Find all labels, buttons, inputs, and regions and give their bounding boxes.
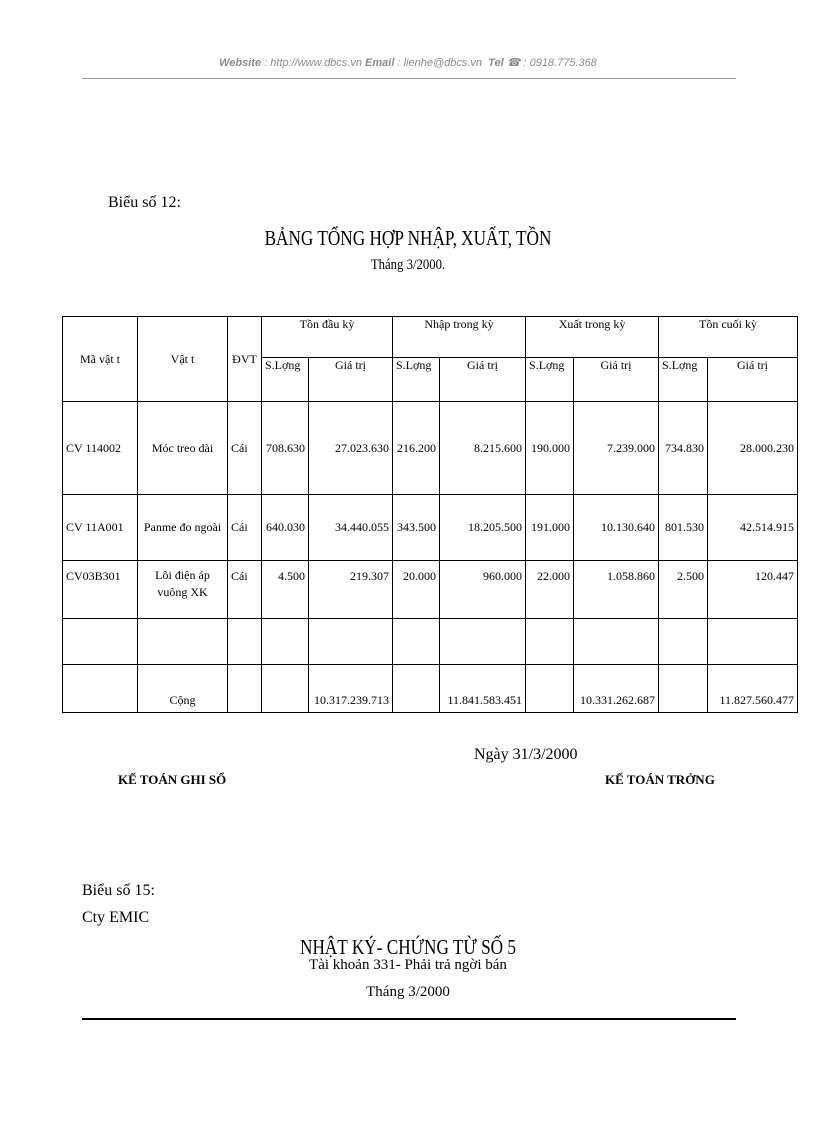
cell-opening-value: 219.307 bbox=[309, 561, 393, 619]
header-closing: Tồn cuối kỳ bbox=[659, 317, 798, 358]
header-value: Giá trị bbox=[440, 358, 526, 402]
cell-export-qty: 191.000 bbox=[526, 495, 574, 561]
cell-closing-qty: 801.530 bbox=[659, 495, 708, 561]
header-divider bbox=[82, 78, 736, 79]
header-value: Giá trị bbox=[574, 358, 659, 402]
cell-closing-value: 28.000.230 bbox=[708, 402, 798, 495]
total-import: 11.841.583.451 bbox=[440, 665, 526, 713]
cell-import-qty: 216.200 bbox=[393, 402, 440, 495]
header-export: Xuất trong kỳ bbox=[526, 317, 659, 358]
cell-name: Panme đo ngoài bbox=[138, 495, 228, 561]
account-line: Tài khoản 331- Phải trả ngời bán bbox=[309, 957, 507, 973]
total-export: 10.331.262.687 bbox=[574, 665, 659, 713]
cell-opening-value: 34.440.055 bbox=[309, 495, 393, 561]
table-total-row bbox=[63, 665, 798, 713]
cell-closing-value: 120.447 bbox=[708, 561, 798, 619]
inventory-summary-table bbox=[62, 316, 798, 713]
cell-export-value: 7.239.000 bbox=[574, 402, 659, 495]
header-import: Nhập trong kỳ bbox=[393, 317, 526, 358]
cell-code: CV 114002 bbox=[63, 402, 138, 495]
total-label: Cộng bbox=[138, 665, 228, 713]
journal-month: Tháng 3/2000 bbox=[366, 984, 450, 1000]
cell-export-qty: 190.000 bbox=[526, 402, 574, 495]
journal-title: NHẬT KÝ- CHỨNG TỪ SỐ 5 bbox=[300, 935, 516, 959]
cell-name: Lõi điện áp vuông XK bbox=[138, 561, 228, 619]
company-name: Cty EMIC bbox=[82, 909, 150, 926]
form-label-15: Biểu số 15: bbox=[82, 882, 155, 899]
tel-value: : 0918.775.368 bbox=[523, 57, 597, 69]
cell-import-qty: 343.500 bbox=[393, 495, 440, 561]
form-label-12: Biểu số 12: bbox=[108, 194, 181, 211]
header-name: Vật t bbox=[138, 317, 228, 402]
cell-unit: Cái bbox=[228, 561, 262, 619]
cell-export-value: 10.130.640 bbox=[574, 495, 659, 561]
cell-closing-qty: 734.830 bbox=[659, 402, 708, 495]
header-value: Giá trị bbox=[309, 358, 393, 402]
cell-opening-qty: 4.500 bbox=[262, 561, 309, 619]
header-qty: S.Lợng bbox=[262, 358, 309, 402]
header-qty: S.Lợng bbox=[393, 358, 440, 402]
cell-unit: Cái bbox=[228, 495, 262, 561]
cell-unit: Cái bbox=[228, 402, 262, 495]
cell-export-value: 1.058.860 bbox=[574, 561, 659, 619]
header-qty: S.Lợng bbox=[526, 358, 574, 402]
header-opening: Tồn đầu kỳ bbox=[262, 317, 393, 358]
header-code: Mã vật t bbox=[63, 317, 138, 402]
cell-import-qty: 20.000 bbox=[393, 561, 440, 619]
cell-opening-qty: 640.030 bbox=[262, 495, 309, 561]
cell-import-value: 8.215.600 bbox=[440, 402, 526, 495]
cell-opening-qty: 708.630 bbox=[262, 402, 309, 495]
signature-bookkeeper: KẾ TOÁN GHI SỔ bbox=[118, 772, 227, 787]
bottom-divider bbox=[82, 1018, 736, 1020]
cell-import-value: 960.000 bbox=[440, 561, 526, 619]
summary-title: BẢNG TỔNG HỢP NHẬP, XUẤT, TỒN bbox=[264, 226, 552, 250]
website-value: : http://www.dbcs.vn bbox=[264, 57, 362, 69]
tel-label: Tel bbox=[488, 57, 504, 69]
signature-chief-accountant: KẾ TOÁN TRỞNG bbox=[605, 772, 715, 787]
email-label: Email bbox=[365, 57, 395, 69]
total-closing: 11.827.560.477 bbox=[708, 665, 798, 713]
summary-subtitle: Tháng 3/2000. bbox=[370, 257, 446, 273]
cell-code: CV 11A001 bbox=[63, 495, 138, 561]
header-qty: S.Lợng bbox=[659, 358, 708, 402]
website-label: Website bbox=[219, 57, 262, 69]
cell-closing-value: 42.514.915 bbox=[708, 495, 798, 561]
phone-icon: ☎ bbox=[506, 57, 521, 69]
table-row bbox=[63, 495, 798, 561]
cell-import-value: 18.205.500 bbox=[440, 495, 526, 561]
table-row-empty bbox=[63, 619, 798, 665]
email-value: : lienhe@dbcs.vn bbox=[397, 57, 483, 69]
header-unit: ĐVT bbox=[228, 317, 262, 402]
cell-closing-qty: 2.500 bbox=[659, 561, 708, 619]
cell-name: Móc treo dài bbox=[138, 402, 228, 495]
cell-opening-value: 27.023.630 bbox=[309, 402, 393, 495]
cell-export-qty: 22.000 bbox=[526, 561, 574, 619]
cell-code: CV03B301 bbox=[63, 561, 138, 619]
table-row bbox=[63, 561, 798, 619]
website-header bbox=[0, 56, 816, 69]
table-row bbox=[63, 402, 798, 495]
signature-date: Ngày 31/3/2000 bbox=[474, 746, 578, 763]
total-opening: 10.317.239.713 bbox=[309, 665, 393, 713]
header-value: Giá trị bbox=[708, 358, 798, 402]
